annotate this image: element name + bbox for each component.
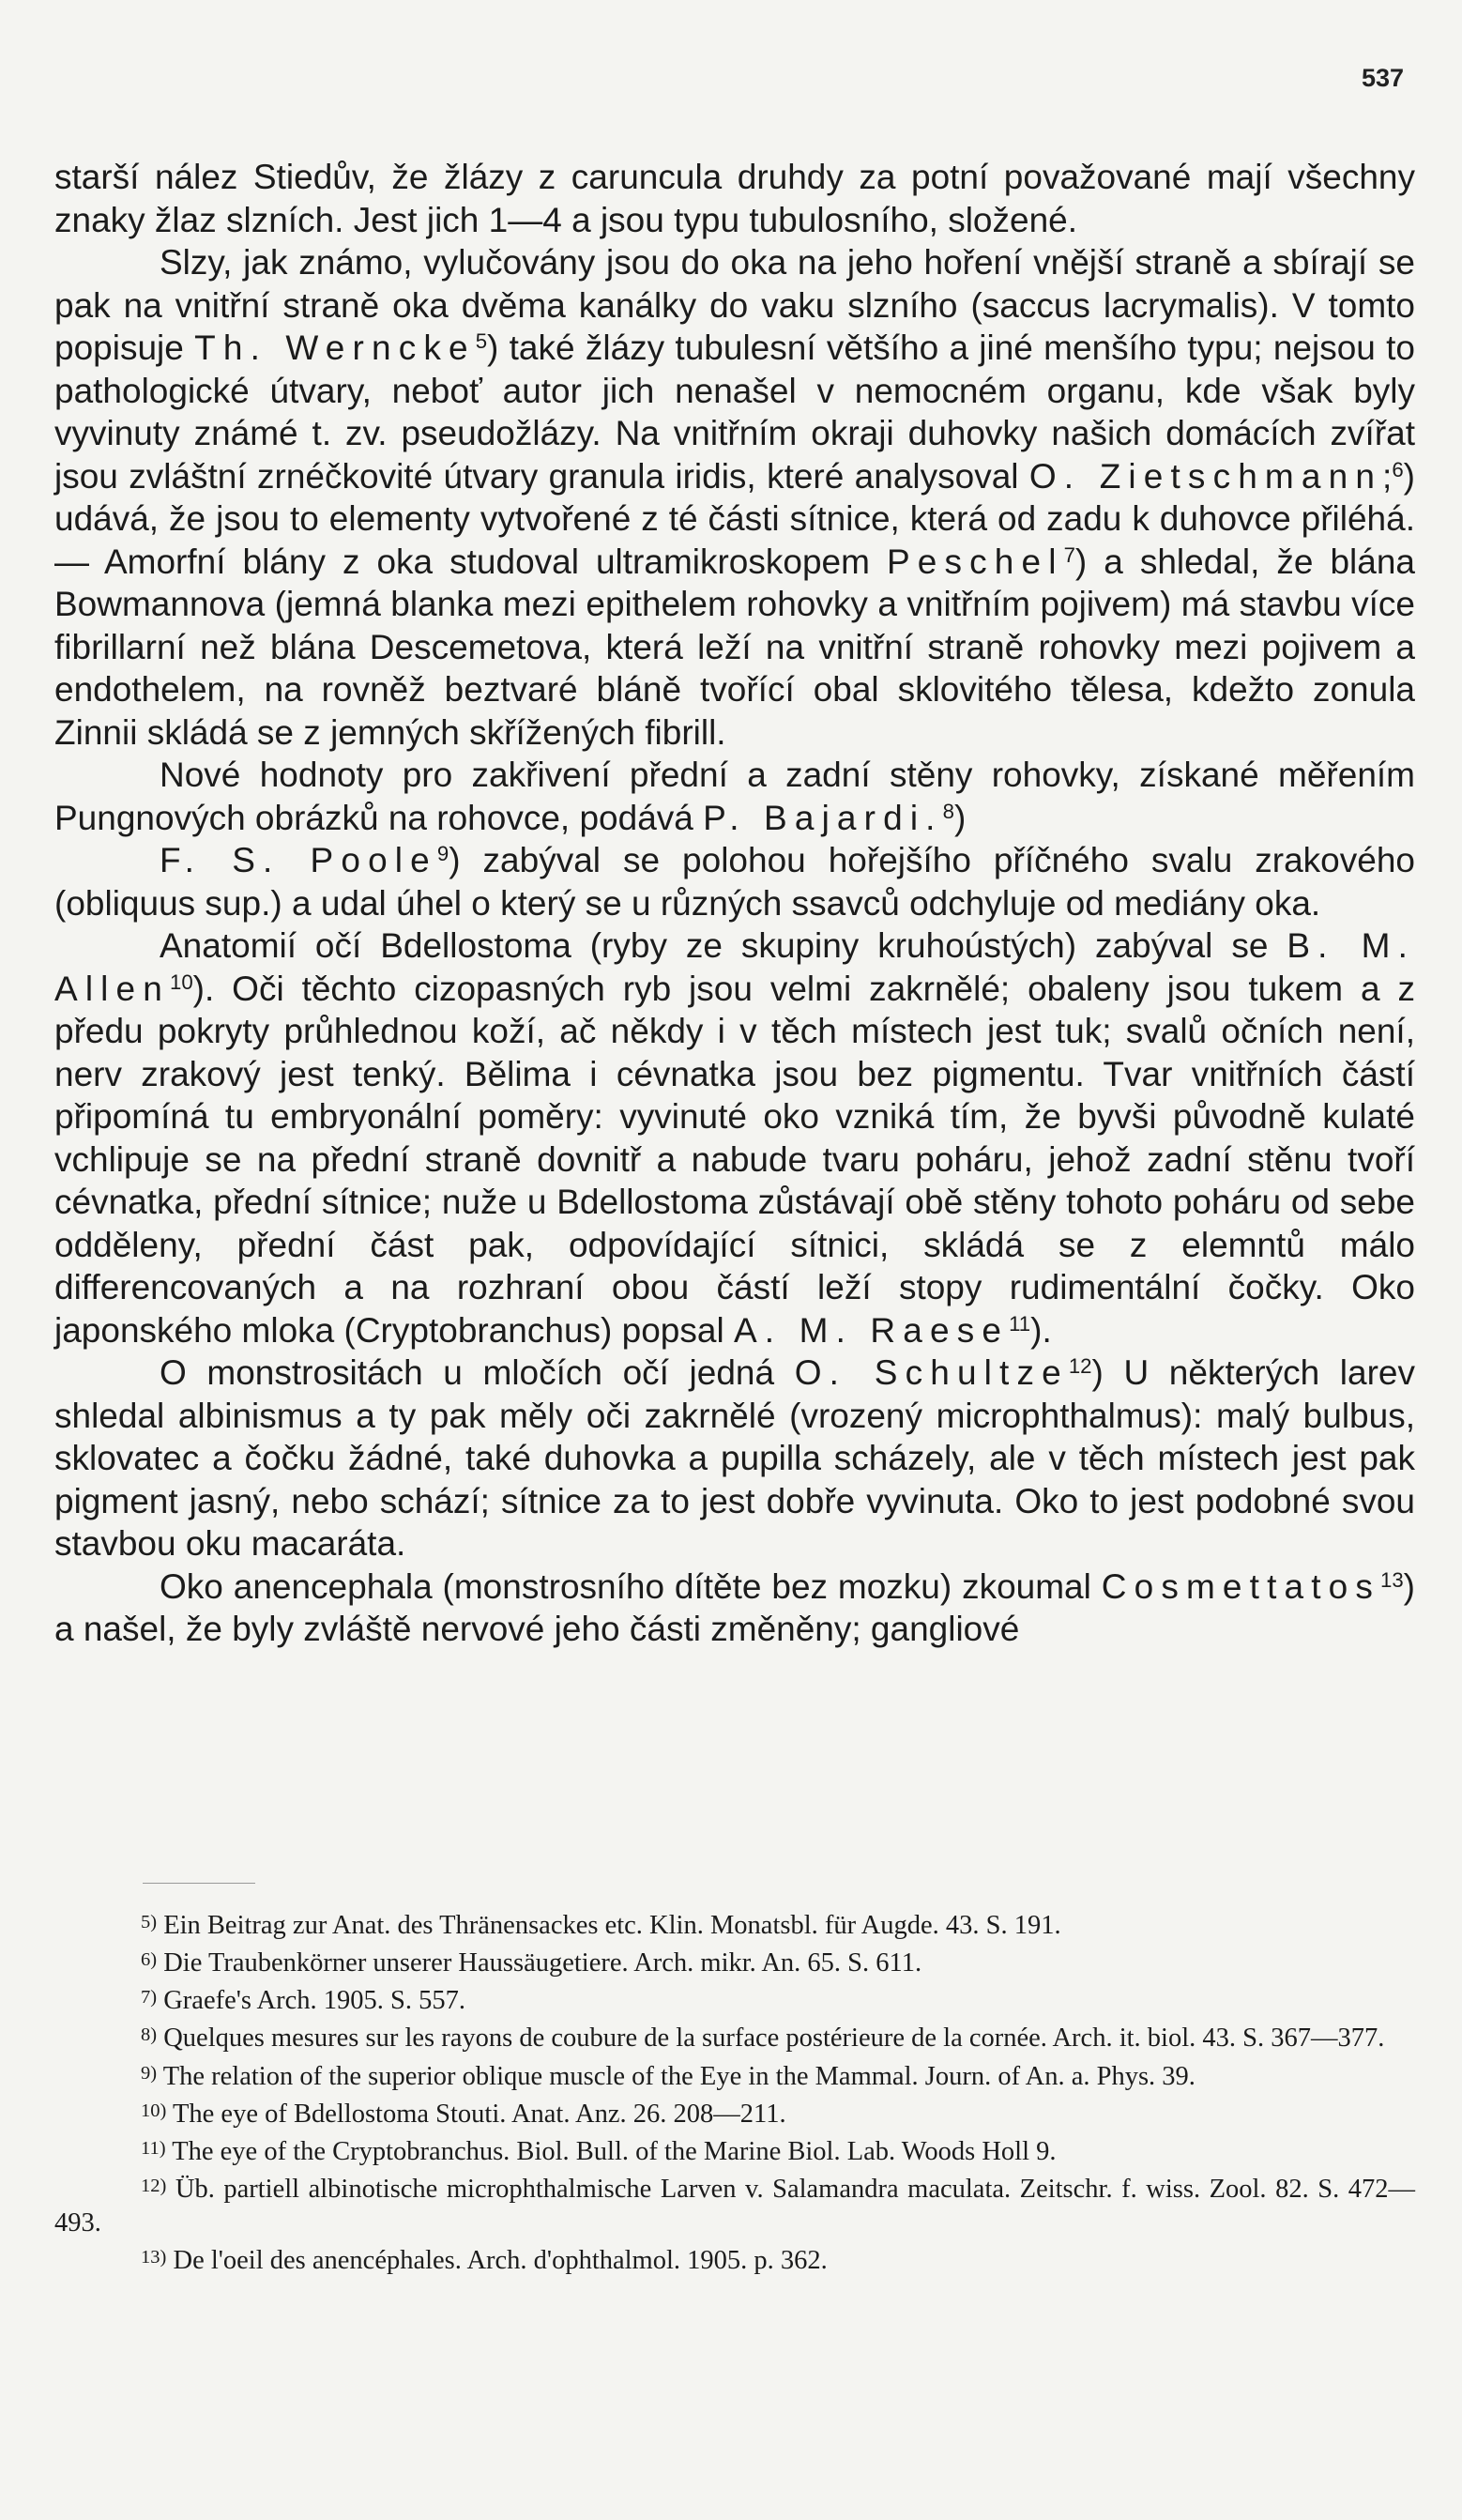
paragraph-7-text-b: a našel, že byly zvláště nervové jeho části změněny; gangliové bbox=[54, 1610, 1020, 1648]
paragraph-6: O monstrositách u mločích očí jedná O. Schultze$^{12}$) U některých larev shledal albinismus a ty pak měly oči zakrnělé (vrozený microphthalmus): malý bulbus, sklovatec a čočku žádné, také duhovka a pupilla scházely, ale v těch místech jest pak pigment jasný, nebo schází; sítnice za to jest dobře vyvinuta. Oko to jest podobné svou stavbou oku macaráta. bbox=[54, 1353, 1416, 1563]
footnote-mark: 12) bbox=[141, 2175, 167, 2196]
footnote bbox=[54, 1943, 1415, 1980]
paragraph-2-text-c: udává, že jsou to elementy vytvořené z té části sítnice, která od zadu k duhovce přiléhá. — Amorfní blány z oka studoval ultramikroskopem bbox=[54, 499, 1415, 581]
footnote bbox=[54, 2240, 1415, 2278]
footnote-text: Üb. partiell albinotische microphthalmische Larven v. Salamandra maculata. Zeitschr. f. wiss. Zool. 82. S. 472—493. bbox=[54, 2175, 1415, 2238]
paragraph-6-text-b: U některých larev shledal albinismus a ty pak měly oči zakrnělé (vrozený microphthalmus): malý bulbus, sklovatec a čočku žádné, také duhovka a pupilla scházely, ale v těch místech jest pak pigment jasný, nebo schází; sítnice za to jest dobře vyvinuta. Oko to jest podobné svou stavbou oku macaráta. bbox=[54, 1353, 1416, 1563]
paragraph-2-text-b: také žlázy tubulesní většího a jiné menšího typu; nejsou to pathologické útvary, neboť autor jich nenašel v nemocném organu, kde však byly vyvinuty známé t. zv. pseudožlázy. Na vnitřním okraji duhovky našich domácích zvířat jsou zvláštní zrnéčkovité útvary granula iridis, které analysoval bbox=[54, 328, 1416, 496]
paragraph-6-text-a: O monstrositách u mločích očí jedná bbox=[160, 1353, 795, 1392]
footnote-mark: 6) bbox=[141, 1949, 158, 1971]
paragraph-2: Slzy, jak známo, vylučovány jsou do oka na jeho hoření vnější straně a sbírají se pak na vnitřní straně oka dvěma kanálky do vaku slzního (saccus lacrymalis). V tomto popisuje Th. Werncke$^5$) také žlázy tubulesní většího a jiné menšího typu; nejsou to pathologické útvary, neboť autor jich nenašel v nemocném organu, kde však byly vyvinuty známé t. zv. pseudožlázy. Na vnitřním okraji duhovky našich domácích zvířat jsou zvláštní zrnéčkovité útvary granula iridis, které analysoval O. Zietschmann;$^6$) udává, že jsou to elementy vytvořené z té části sítnice, která od zadu k duhovce přiléhá. — Amorfní blány z oka studoval ultramikroskopem Peschel$^7$) a shledal, že blána Bowmannova (jemná blanka mezi epithelem rohovky a vnitřním pojivem) má stavbu více fibrillarní než blána Descemetova, která leží na vnitřní straně rohovky mezi pojivem a endothelem, na rovněž beztvaré bláně tvořící obal sklovitého tělesa, kdežto zonula Zinnii skládá se z jemných skřížených fibrill. bbox=[54, 243, 1416, 752]
footnote-divider bbox=[143, 1883, 255, 1884]
footnote bbox=[54, 2056, 1415, 2094]
paragraph-5: Anatomií očí Bdellostoma (ryby ze skupiny kruhoústých) zabýval se B. M. Allen$^{10}$). Oči těchto cizopasných ryb jsou velmi zakrnělé; obaleny jsou tukem a z předu pokryty průhlednou koží, ač někdy i v těch místech jest tuk; svalů očních není, nerv zrakový jest tenký. Bělima i cévnatka jsou bez pigmentu. Tvar vnitřních částí připomíná tu embryonální poměry: vyvinuté oko vzniká tím, že byvši původně kulaté vchlipuje se na přední straně dovnitř a nabude tvaru poháru, jehož zadní stěnu tvoří cévnatka, přední sítnice; nuže u Bdellostoma zůstávají obě stěny tohoto poháru od sebe odděleny, přední část pak, odpovídající sítnici, skládá se z elemntů málo differencovaných a na rozhraní obou částí leží stopy rudimentální čočky. Oko japonského mloka (Cryptobranchus) popsal A. M. Raese$^{11}$). bbox=[54, 926, 1415, 1350]
footnote bbox=[54, 2169, 1415, 2240]
footnote-text: The eye of the Cryptobranchus. Biol. Bull. of the Marine Biol. Lab. Woods Holl 9. bbox=[172, 2136, 1057, 2166]
footnote-ref: 10 bbox=[169, 970, 193, 994]
paragraph-1: starší nález Stiedův, že žlázy z caruncula druhdy za potní považované mají všechny znaky žlaz slzních. Jest jich 1—4 a jsou typu tubulosního, složené. bbox=[54, 158, 1415, 239]
paragraph-7-text-a: Oko anencephala (monstrosního dítěte bez mozku) zkoumal bbox=[160, 1566, 1102, 1606]
footnote-ref: 6 bbox=[1392, 457, 1404, 481]
footnote-text: Graefe's Arch. 1905. S. 557. bbox=[163, 1986, 465, 2016]
footnote bbox=[54, 2018, 1415, 2055]
author-name: Cosmettatos bbox=[1101, 1566, 1380, 1606]
footnote-text: Quelques mesures sur les rayons de coubure de la surface postérieure de la cornée. Arch. it. biol. 43. S. 367—377. bbox=[163, 2024, 1385, 2054]
author-name: B. M. Allen bbox=[54, 926, 1415, 1008]
paragraph-3: Nové hodnoty pro zakřivení přední a zadní stěny rohovky, získané měřením Pungnových obrázků na rohovce, podává P. Bajardi.$^8$) bbox=[54, 756, 1415, 837]
footnote-mark: 9) bbox=[141, 2062, 158, 2084]
footnote-ref: 8 bbox=[942, 799, 954, 823]
author-name: A. M. Raese bbox=[733, 1310, 1010, 1350]
author-name: Th. Werncke bbox=[194, 328, 476, 367]
paragraph-2-text-a: Slzy, jak známo, vylučovány jsou do oka na jeho hoření vnější straně a sbírají se pak na vnitřní straně oka dvěma kanálky do vaku slzního (saccus lacrymalis). V tomto popisuje bbox=[54, 243, 1415, 367]
footnotes bbox=[54, 1905, 1415, 2278]
footnote-text: The eye of Bdellostoma Stouti. Anat. Anz. 26. 208—211. bbox=[172, 2099, 786, 2129]
paragraph-7: Oko anencephala (monstrosního dítěte bez mozku) zkoumal Cosmettatos$^{13}$) a našel, že byly zvláště nervové jeho části změněny; gangliové bbox=[54, 1566, 1415, 1648]
footnote bbox=[54, 1905, 1415, 1943]
footnote-mark: 13) bbox=[141, 2247, 167, 2268]
paragraph-4: F. S. Poole$^9$) zabýval se polohou hořejšího příčného svalu zrakového (obliquus sup.) a udal úhel o který se u různých ssavců odchyluje od mediány oka. bbox=[54, 841, 1415, 923]
author-name: F. S. Poole bbox=[160, 841, 437, 879]
author-name: Peschel bbox=[886, 542, 1064, 581]
main-text bbox=[54, 156, 1415, 1651]
author-name: O. Zietschmann bbox=[1028, 456, 1383, 496]
footnote-mark: 10) bbox=[141, 2100, 167, 2121]
footnote-mark: 7) bbox=[141, 1987, 158, 2008]
paragraph-2-text-d: a shledal, že blána Bowmannova (jemná blanka mezi epithelem rohovky a vnitřním pojivem) má stavbu více fibrillarní než blána Descemetova, která leží na vnitřní straně rohovky mezi pojivem a endothelem, na rovněž beztvaré bláně tvořící obal sklovitého tělesa, kdežto zonula Zinnii skládá se z jemných skřížených fibrill. bbox=[54, 542, 1416, 752]
footnote-mark: 5) bbox=[141, 1912, 158, 1932]
paragraph-5-text-c: . bbox=[1042, 1310, 1052, 1350]
footnote-text: Ein Beitrag zur Anat. des Thränensackes etc. Klin. Monatsbl. für Augde. 43. S. 191. bbox=[163, 1911, 1061, 1941]
footnote-text: The relation of the superior oblique muscle of the Eye in the Mammal. Journ. of An. a. Phys. 39. bbox=[162, 2061, 1195, 2091]
footnote-ref: 11 bbox=[1009, 1311, 1031, 1336]
paragraph-5-text-a: Anatomií očí Bdellostoma (ryby ze skupiny kruhoústých) zabýval se bbox=[160, 926, 1287, 965]
author-name: O. Schultze bbox=[794, 1353, 1069, 1392]
footnote-ref: 12 bbox=[1068, 1353, 1092, 1378]
footnote bbox=[54, 2094, 1415, 2131]
footnote-mark: 8) bbox=[141, 2024, 158, 2046]
footnote-text: De l'oeil des anencéphales. Arch. d'ophthalmol. 1905. p. 362. bbox=[173, 2246, 828, 2276]
footnote-ref: 5 bbox=[475, 328, 488, 353]
paragraph-4-text-a: zabýval se polohou hořejšího příčného svalu zrakového (obliquus sup.) a udal úhel o který se u různých ssavců odchyluje od mediány oka. bbox=[54, 841, 1415, 923]
footnote-ref: 7 bbox=[1063, 542, 1075, 567]
paragraph-3-text-a: Nové hodnoty pro zakřivení přední a zadní stěny rohovky, získané měřením Pungnových obrázků na rohovce, podává bbox=[54, 756, 1415, 837]
footnote-mark: 11) bbox=[141, 2137, 166, 2159]
footnote-ref: 9 bbox=[436, 841, 449, 865]
footnote-text: Die Traubenkörner unserer Haussäugetiere. Arch. mikr. An. 65. S. 611. bbox=[163, 1948, 922, 1978]
footnote bbox=[54, 1980, 1415, 2018]
paragraph-5-text-b: . Oči těchto cizopasných ryb jsou velmi zakrnělé; obaleny jsou tukem a z předu pokryty průhlednou koží, ač někdy i v těch místech jest tuk; svalů očních není, nerv zrakový jest tenký. Bělima i cévnatka jsou bez pigmentu. Tvar vnitřních částí připomíná tu embryonální poměry: vyvinuté oko vzniká tím, že byvši původně kulaté vchlipuje se na přední straně dovnitř a nabude tvaru poháru, jehož zadní stěnu tvoří cévnatka, přední sítnice; nuže u Bdellostoma zůstávají obě stěny tohoto poháru od sebe odděleny, přední část pak, odpovídající sítnici, skládá se z elemntů málo differencovaných a na rozhraní obou částí leží stopy rudimentální čočky. Oko japonského mloka (Cryptobranchus) popsal bbox=[54, 969, 1415, 1350]
footnote bbox=[54, 2131, 1415, 2169]
footnote-ref: 13 bbox=[1379, 1567, 1404, 1592]
page-number: 537 bbox=[1361, 64, 1404, 92]
author-name: P. Bajardi. bbox=[703, 798, 943, 837]
